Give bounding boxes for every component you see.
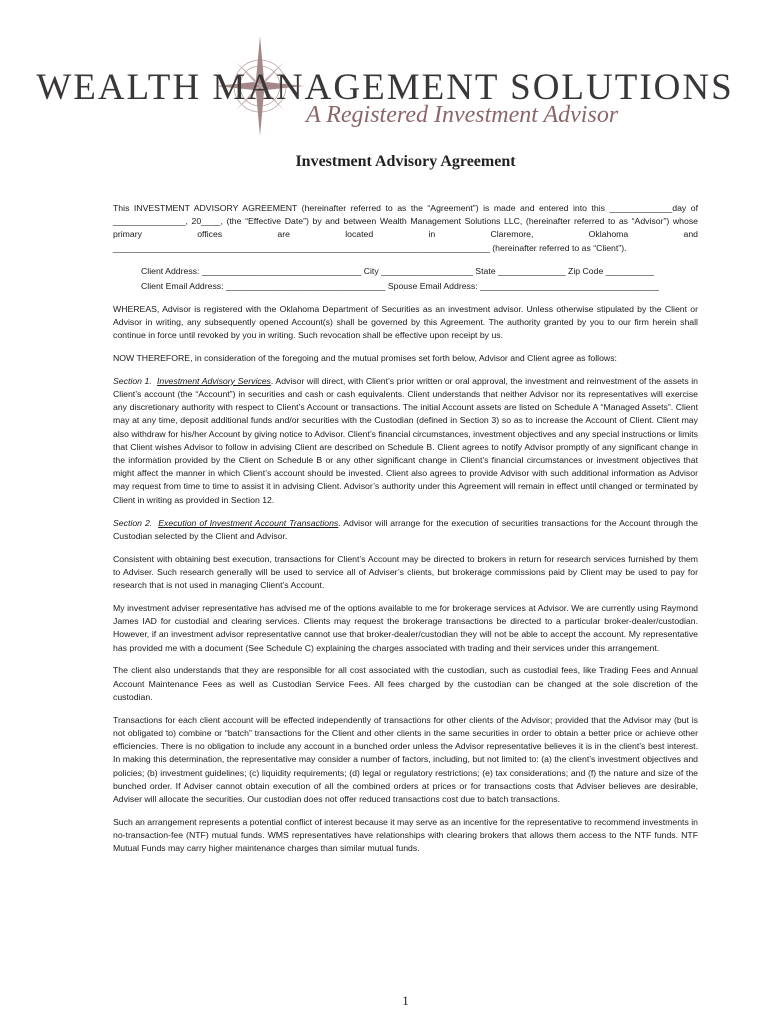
intro-paragraph: This INVESTMENT ADVISORY AGREEMENT (hereinafter referred to as the “Agreement”) is made and entered into this _____________day of _______________, 20____, (the “Effective Date”) by and between Wealth Management Solutions LLC, (hereinafter referred to as “Advisor”) whose primary offices are located in Claremore, Oklahoma and ______________________________________________________________________________ (hereinafter referred to as “Client”). [113, 203, 698, 253]
logo-title: WEALTH MANAGEMENT SOLUTIONS [36, 67, 734, 108]
custodian-costs-paragraph: The client also understands that they are responsible for all cost associated with the custodian, such as custodial fees, like Trading Fees and Annual Account Maintenance Fees as well as Custodian Service Fees. All fees charged by the custodian can be changed at the sole discretion of the custodian. [113, 665, 698, 702]
section-2-paragraph [113, 517, 698, 543]
client-address-line: Client Address: _________________________________ City ___________________ State ______________ Zip Code __________ [141, 265, 655, 276]
section-2-label: Section 2. [113, 517, 153, 528]
transactions-paragraph: Transactions for each client account will be effected independently of transactions for other clients of the Advisor; provided that the Advisor may (but is not obligated to) combine or “batch” transactions for the Client and other clients in the same securities in order to obtain a better price or achieve other efficiencies. There is no obligation to include any account in a bunched order unless the Advisor representative believes it is in the client’s best interest. In making this determination, the representative may consider a number of factors, including, but not limited to: (a) the client’s investment objectives and policies; (b) investment guidelines; (c) liquidity requirements; (d) legal or regulatory restrictions; (e) tax considerations; and (f) the nature and size of the bunched order. If Adviser cannot obtain execution of all the combined orders at prices or for transactions costs that Adviser believes are desirable, Adviser will allocate the securities. Our custodian does not offer reduced transactions cost due to batch transactions. [113, 714, 698, 804]
agreement-body [113, 202, 698, 865]
representative-paragraph: My investment adviser representative has advised me of the options available to me for brokerage services at Advisor. We are currently using Raymond James IAD for custodial and clearing services. Clients may request the brokerage transactions be directed to a particular broker-dealer/custodian. However, if an investment advisor representative cannot use that broker-dealer/custodian they will not be able to accept the account. My representative has provided me with a document (See Schedule C) explaining the charges associated with trading and their services under this arrangement. [113, 602, 698, 653]
section-1-heading: Investment Advisory Services [156, 375, 271, 386]
section-2-text: . Advisor will arrange for the execution of securities transactions for the Account through the Custodian selected by the Client and Advisor. [113, 517, 699, 541]
whereas-paragraph: WHEREAS, Advisor is registered with the Oklahoma Department of Securities as an investment advisor. Unless otherwise stipulated by the Client or Advisor in writing, any subsequently opened Account(s) shall be governed by this Agreement. The authority granted by you to our firm herein shall continue in force until revoked by you in writing. Such revocation shall be effective upon receipt by us. [113, 303, 698, 340]
document-title: Investment Advisory Agreement [295, 153, 516, 170]
company-logo [0, 0, 770, 145]
conflict-paragraph: Such an arrangement represents a potential conflict of interest because it may serve as an incentive for the representative to recommend investments in no-transaction-fee (NTF) mutual funds. WMS representatives have relationships with clearing brokers that allows them access to the NTF funds. NTF Mutual Funds may carry higher maintenance charges than similar mutual funds. [113, 816, 698, 854]
client-email-line: Client Email Address: _________________________________ Spouse Email Address: _____________________________________ [141, 280, 659, 291]
now-therefore-paragraph: NOW THEREFORE, in consideration of the foregoing and the mutual promises set forth below, Advisor and Client agree as follows: [113, 352, 617, 363]
logo-subtitle: A Registered Investment Advisor [306, 102, 619, 128]
best-execution-paragraph: Consistent with obtaining best execution, transactions for Client’s Account may be directed to brokers in return for research services furnished by them to Adviser. Such research generally will be used to service all of Adviser’s clients, but brokerage commissions paid by Client may be used to pay for research that is not used in managing Client’s Account. [113, 553, 698, 590]
page-number: 1 [402, 993, 409, 1008]
section-1-paragraph [113, 375, 698, 507]
section-1-label: Section 1. [113, 375, 152, 386]
section-1-text: . Advisor will direct, with Client’s prior written or oral approval, the investment and reinvestment of the assets in Client’s account (the “Account”) in securities and cash or cash equivalents. Client understands that neither Advisor nor its representatives will exercise any discretionary authority with respect to Client’s Account or transactions. The initial Account assets are listed on Schedule A “Managed Assets”. Client may at any time, deposit additional funds and/or securities with the Custodian (defined in Section 3) so as to increase the Account of Client. Client may also withdraw for his/her Account by giving notice to Advisor. Client’s financial circumstances, investment objectives and any special instructions or limits that Client wishes Advisor to follow in advising Client are described on Schedule B. Client agrees to notify Advisor promptly of any significant change in the information provided by the Client on Schedule B or any other significant change in Client’s financial circumstances or investment objectives that might affect the manner in which Client’s account should be invested. Client also agrees to provide Advisor with such additional information as Advisor may request from time to time to assist it in advising Client. Advisor’s authority under this Agreement will remain in effect until changed or terminated by Client in writing as provided in Section 12. [113, 375, 699, 505]
section-2-heading: Execution of Investment Account Transactions [158, 517, 339, 528]
